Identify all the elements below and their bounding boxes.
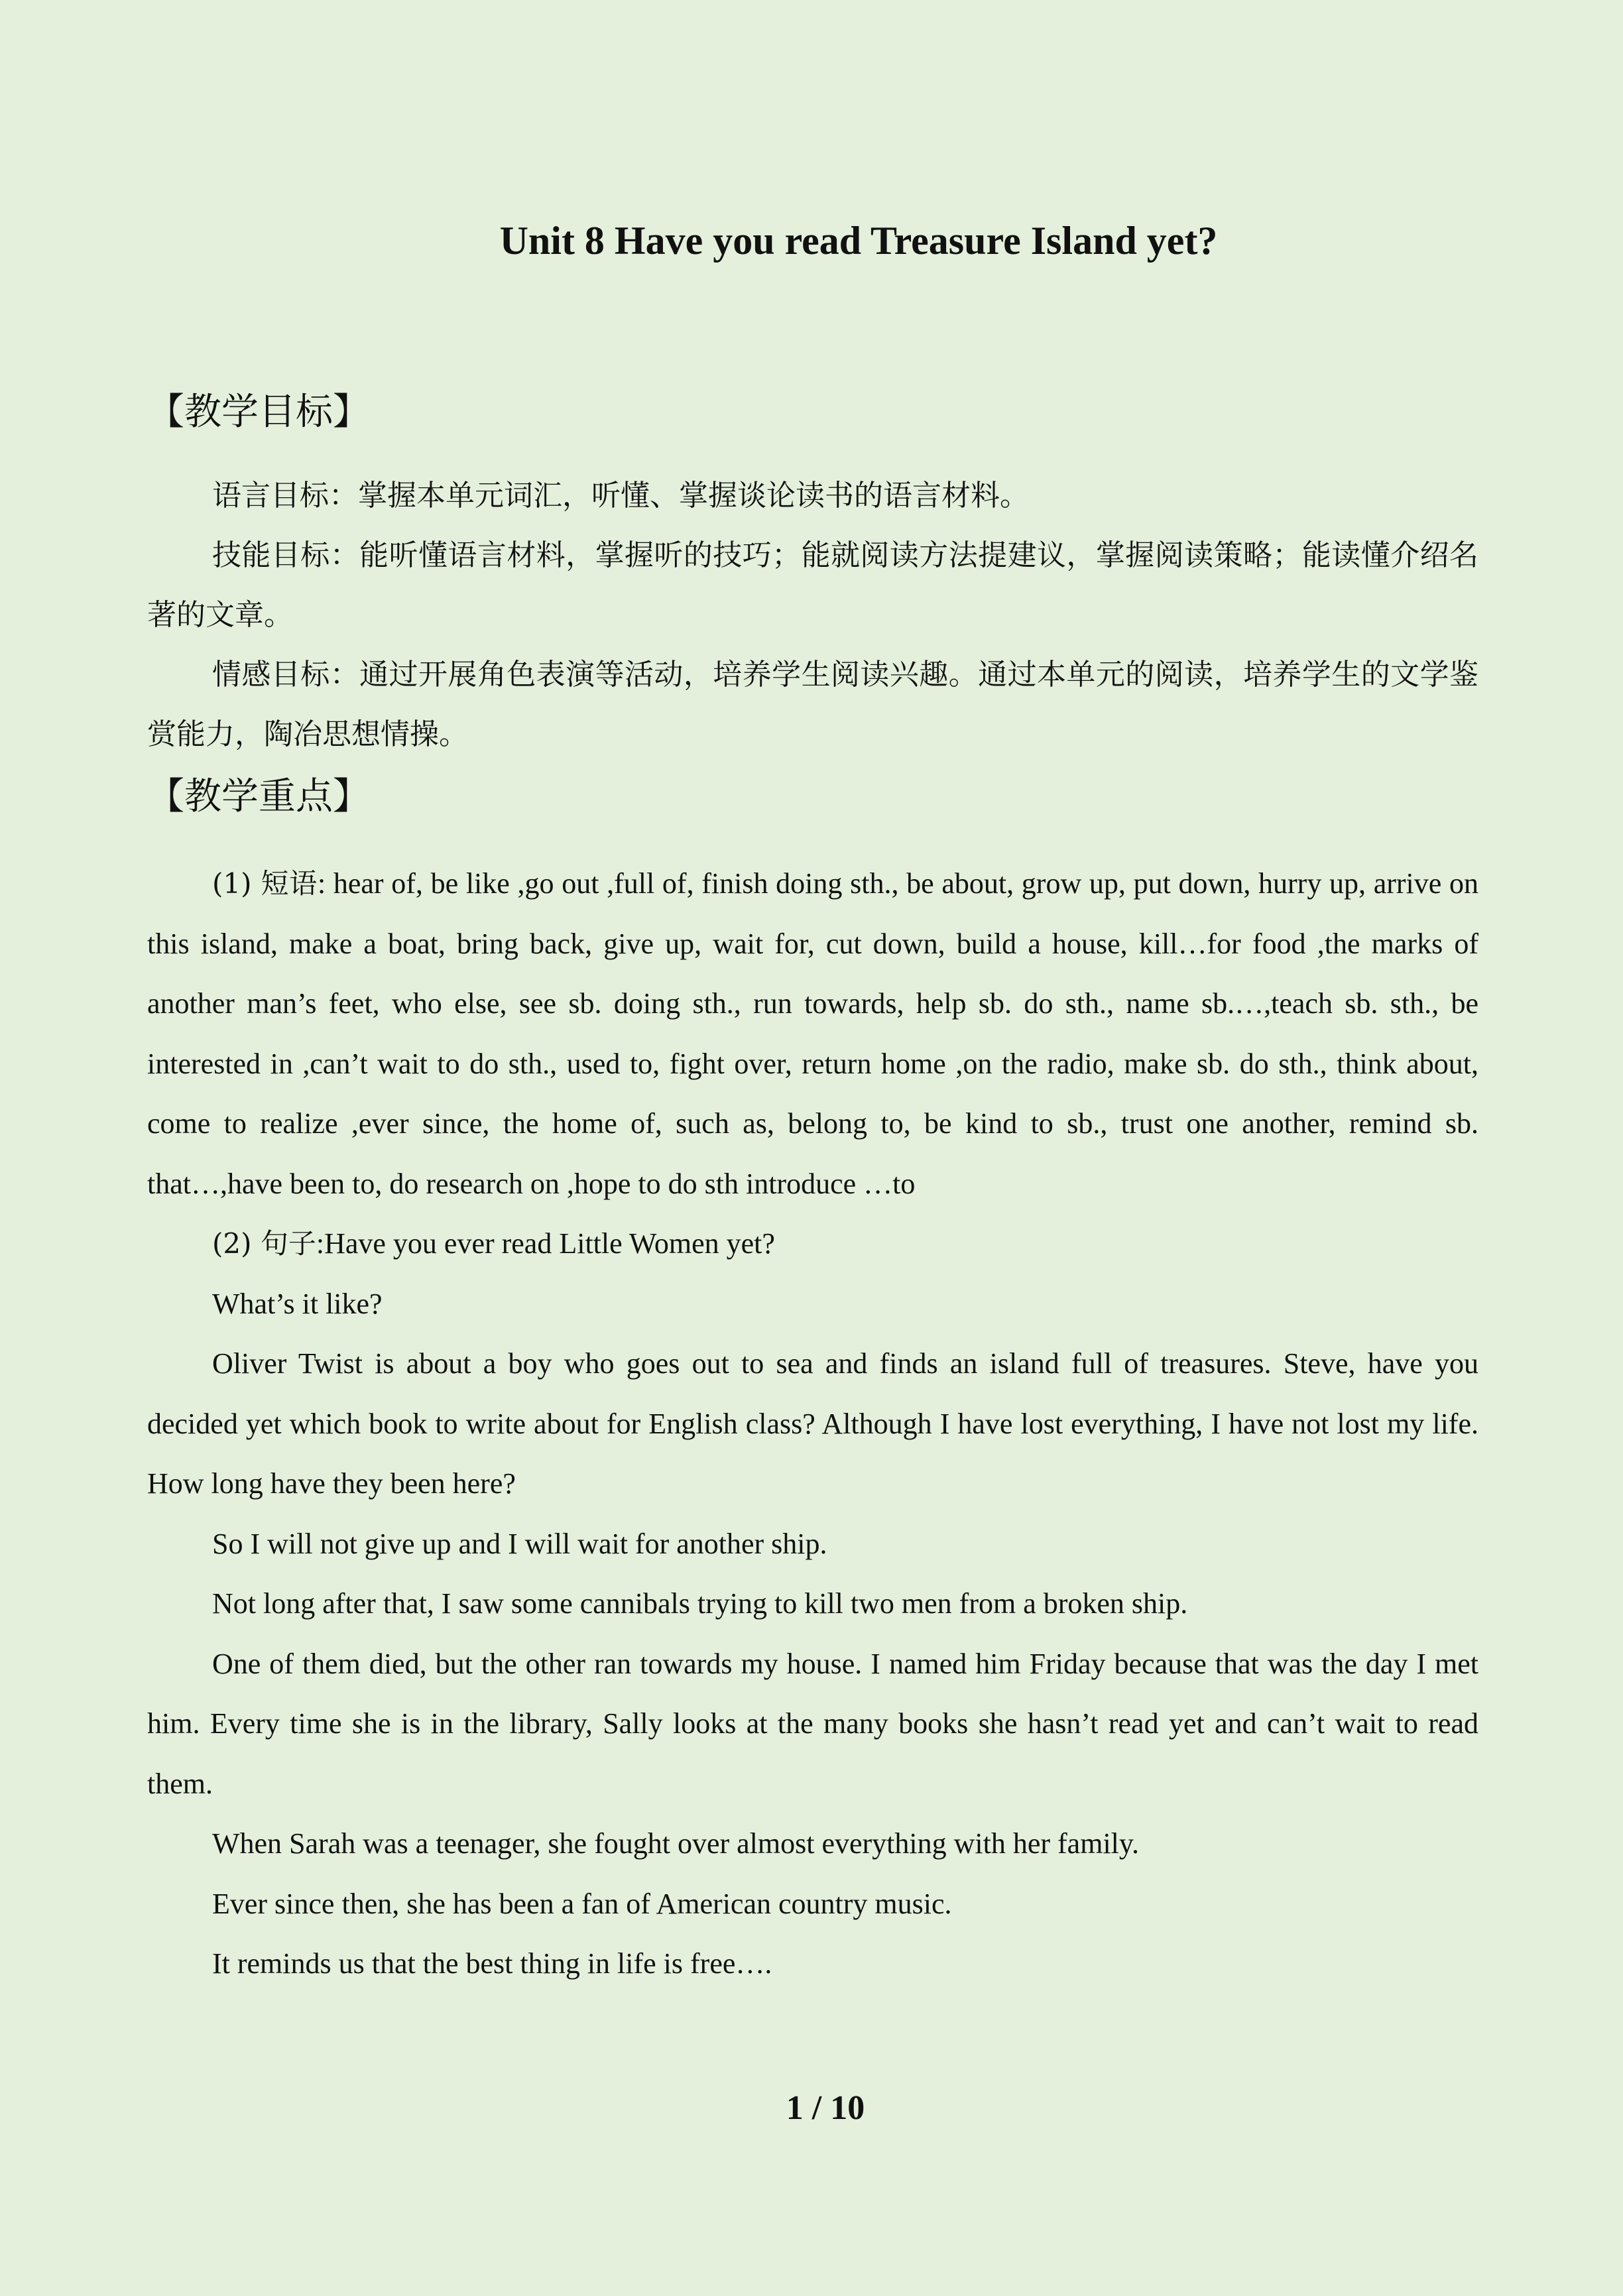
goal-skill: 技能目标：能听懂语言材料，掌握听的技巧；能就阅读方法提建议，掌握阅读策略；能读懂介绍名著的文章。 (147, 538, 1478, 632)
sentence-item: It reminds us that the best thing in life is free…. (212, 1947, 772, 1980)
key-points-body (147, 854, 1478, 1994)
goal-emotion: 情感目标：通过开展角色表演等活动，培养学生阅读兴趣。通过本单元的阅读，培养学生的文学鉴赏能力，陶冶思想情操。 (147, 658, 1478, 751)
phrases-paragraph (147, 854, 1478, 1214)
page-number: 1 / 10 (786, 2089, 865, 2127)
phrases-text: : hear of, be like ,go out ,full of, finish doing sth., be about, grow up, put down, hurry up, arrive on this island, make a boat, bring back, give up, wait for, cut down, build a house, kill…for food ,the marks of another man’s feet, who else, see sb. doing sth., run towards, help sb. do sth., name sb.…,teach sb. sth., be interested in ,can’t wait to do sth., used to, fight over, return home ,on the radio, make sb. do sth., think about, come to realize ,ever since, the home of, such as, belong to, be kind to sb., trust one another, remind sb. that…,have been to, do research on ,hope to do sth introduce …to (147, 867, 1478, 1200)
section-heading-goals: 【教学目标】 (147, 391, 370, 434)
section-heading-key-points: 【教学重点】 (147, 775, 370, 818)
sentence-item: When Sarah was a teenager, she fought over almost everything with her family. (212, 1827, 1140, 1860)
sentences-paragraph (147, 1214, 1478, 1274)
sentence-item: What’s it like? (212, 1287, 383, 1320)
sentence-first: :Have you ever read Little Women yet? (316, 1227, 775, 1260)
sentence-item: Oliver Twist is about a boy who goes out to sea and finds an island full of treasures. Steve, have you decided yet which book to write about for English class? Although I have lost everything, I have not lost my life. How long have they been here? (147, 1347, 1478, 1500)
sentence-item: Ever since then, she has been a fan of American country music. (212, 1887, 952, 1920)
phrases-label: (1) 短语 (212, 867, 318, 900)
sentence-item: One of them died, but the other ran towards my house. I named him Friday because that was the day I met him. Every time she is in the library, Sally looks at the many books she hasn’t read yet and can’t wait to read them. (147, 1647, 1478, 1800)
page-title: Unit 8 Have you read Treasure Island yet? (499, 219, 1218, 263)
sentence-item: Not long after that, I saw some cannibals trying to kill two men from a broken ship. (212, 1587, 1188, 1620)
sentence-item: So I will not give up and I will wait for another ship. (212, 1527, 827, 1560)
goals-list (147, 466, 1478, 764)
sentences-label: (2) 句子 (212, 1227, 316, 1260)
goal-language: 语言目标：掌握本单元词汇，听懂、掌握谈论读书的语言材料。 (212, 479, 1029, 513)
